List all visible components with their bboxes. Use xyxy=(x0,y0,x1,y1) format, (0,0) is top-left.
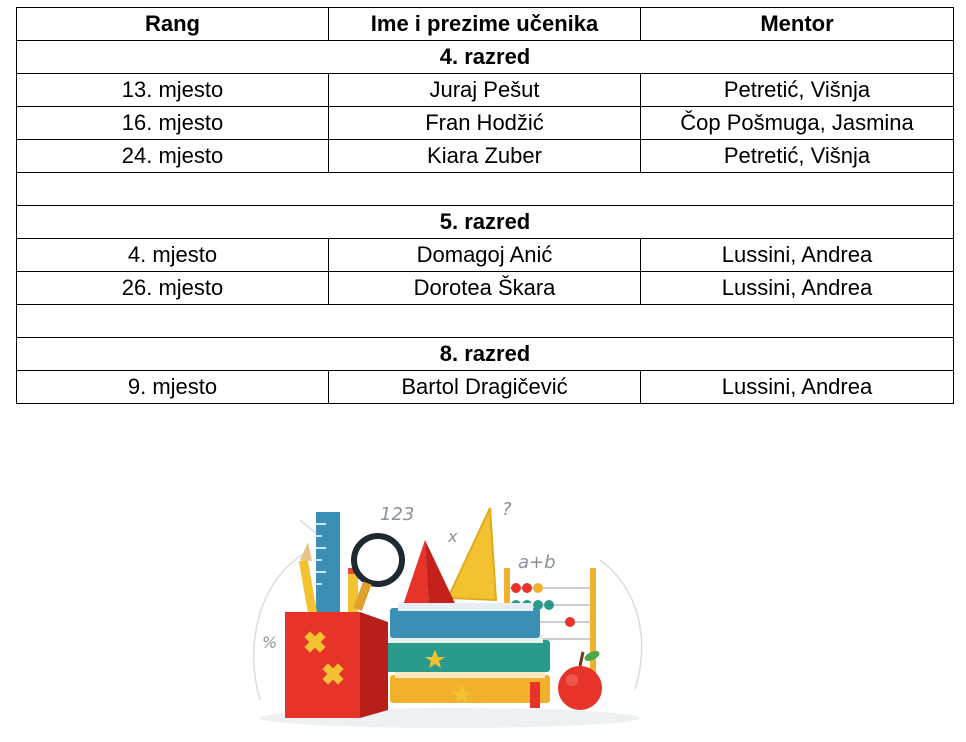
results-table xyxy=(16,7,954,404)
student-name-cell: Dorotea Škara xyxy=(329,272,641,305)
table-row xyxy=(17,140,954,173)
mentor-cell: Čop Pošmuga, Jasmina xyxy=(641,107,954,140)
rank-cell: 26. mjesto xyxy=(17,272,329,305)
rank-cell: 4. mjesto xyxy=(17,239,329,272)
books-icon xyxy=(380,603,550,708)
spacer-row xyxy=(17,305,954,338)
header-row xyxy=(17,8,954,41)
school-supplies-illustration xyxy=(240,490,660,735)
rank-cell: 24. mjesto xyxy=(17,140,329,173)
header-student-name: Ime i prezime učenika xyxy=(329,8,641,41)
spacer-row xyxy=(17,173,954,206)
doodle-a-plus-b: a+b xyxy=(518,552,556,573)
mentor-cell: Petretić, Višnja xyxy=(641,74,954,107)
grade-label: 5. razred xyxy=(17,206,954,239)
rank-cell: 13. mjesto xyxy=(17,74,329,107)
table-row xyxy=(17,371,954,404)
cup-icon xyxy=(285,612,388,718)
magnifier-icon xyxy=(353,536,402,611)
spacer-cell xyxy=(17,305,954,338)
header-mentor: Mentor xyxy=(641,8,954,41)
student-name-cell: Bartol Dragičević xyxy=(329,371,641,404)
doodle-question: ? xyxy=(502,499,512,520)
grade-row xyxy=(17,338,954,371)
student-name-cell: Kiara Zuber xyxy=(329,140,641,173)
table-row xyxy=(17,107,954,140)
doodle-percent: % xyxy=(262,633,278,652)
grade-label: 4. razred xyxy=(17,41,954,74)
mentor-cell: Lussini, Andrea xyxy=(641,272,954,305)
student-name-cell: Juraj Pešut xyxy=(329,74,641,107)
apple-icon xyxy=(558,649,602,710)
doodle-x: x xyxy=(448,527,458,546)
grade-row xyxy=(17,206,954,239)
spacer-cell xyxy=(17,173,954,206)
grade-row xyxy=(17,41,954,74)
doodle-123: 123 xyxy=(380,504,415,525)
table-row xyxy=(17,272,954,305)
ruler-icon xyxy=(316,512,340,622)
rank-cell: 9. mjesto xyxy=(17,371,329,404)
student-name-cell: Domagoj Anić xyxy=(329,239,641,272)
grade-label: 8. razred xyxy=(17,338,954,371)
table-row xyxy=(17,74,954,107)
mentor-cell: Lussini, Andrea xyxy=(641,371,954,404)
set-square-icon xyxy=(448,508,496,600)
mentor-cell: Lussini, Andrea xyxy=(641,239,954,272)
rank-cell: 16. mjesto xyxy=(17,107,329,140)
student-name-cell: Fran Hodžić xyxy=(329,107,641,140)
header-rank: Rang xyxy=(17,8,329,41)
table-row xyxy=(17,239,954,272)
mentor-cell: Petretić, Višnja xyxy=(641,140,954,173)
